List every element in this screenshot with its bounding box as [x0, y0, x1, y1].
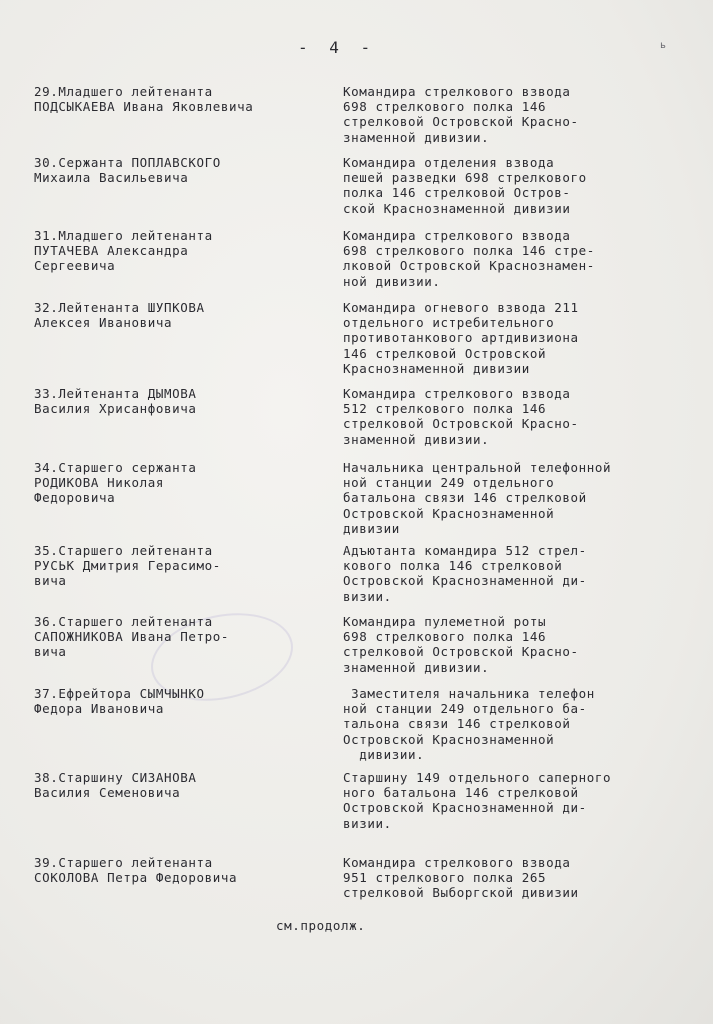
person-name-line: Михаила Васильевича — [34, 170, 189, 186]
position-line: знаменной дивизии. — [343, 659, 490, 675]
position-line: стрелковой Островской Красно- — [343, 644, 579, 660]
person-name-line: Федора Ивановича — [34, 701, 165, 717]
person-name-line: Алексея Ивановича — [34, 315, 173, 331]
position-description — [343, 84, 673, 145]
position-line: Командира огневого взвода 211 — [343, 300, 579, 315]
position-line: Островской Краснознаменной ди- — [343, 573, 587, 589]
person-name-line: 29.Младшего лейтенанта — [34, 84, 213, 99]
position-line: лковой Островской Краснознамен- — [343, 258, 595, 274]
position-line: Командира отделения взвода — [343, 155, 555, 170]
position-line: знаменной дивизии. — [343, 129, 490, 145]
position-line: Командира пулеметной роты — [343, 614, 547, 629]
position-line: Островской Краснознаменной — [343, 731, 555, 747]
position-line: ной станции 249 отдельного — [343, 475, 555, 491]
position-line: ной дивизии. — [343, 273, 441, 289]
person-name — [34, 84, 304, 114]
person-name — [34, 228, 304, 274]
position-description — [343, 228, 673, 289]
person-name-line: 31.Младшего лейтенанта — [34, 228, 213, 243]
person-name-line: РОДИКОВА Николая — [34, 475, 165, 491]
person-name-line: 32.Лейтенанта ШУПКОВА — [34, 300, 205, 315]
person-name-line: 39.Старшего лейтенанта — [34, 855, 213, 870]
position-line: пешей разведки 698 стрелкового — [343, 170, 587, 186]
person-name — [34, 614, 304, 660]
position-description — [343, 614, 673, 675]
position-line: батальона связи 146 стрелковой — [343, 490, 587, 506]
position-line: дивизии — [343, 520, 400, 536]
position-description — [343, 543, 673, 604]
person-name — [34, 686, 304, 716]
position-description — [343, 770, 673, 831]
position-line: Краснознаменной дивизии — [343, 360, 530, 376]
position-line: ной станции 249 отдельного ба- — [343, 701, 587, 717]
position-line: Командира стрелкового взвода — [343, 855, 571, 870]
position-line: 698 стрелкового полка 146 — [343, 629, 547, 645]
page-number: - 4 - — [298, 38, 377, 57]
position-line: дивизии. — [343, 746, 425, 762]
person-name — [34, 543, 304, 589]
position-line: Островской Краснознаменной ди- — [343, 800, 587, 816]
position-line: кового полка 146 стрелковой — [343, 558, 563, 574]
position-line: Адъютанта командира 512 стрел- — [343, 543, 587, 558]
position-line: Командира стрелкового взвода — [343, 386, 571, 401]
position-line: 512 стрелкового полка 146 — [343, 401, 547, 417]
person-name — [34, 460, 304, 506]
person-name-line: Василия Семеновича — [34, 785, 181, 801]
corner-mark: ь — [660, 40, 667, 51]
position-description — [343, 460, 673, 536]
position-line: Заместителя начальника телефон — [343, 686, 595, 701]
position-description — [343, 855, 673, 901]
position-line: отдельного истребительного — [343, 315, 555, 331]
person-name-line: 33.Лейтенанта ДЫМОВА — [34, 386, 197, 401]
person-name-line: 36.Старшего лейтенанта — [34, 614, 213, 629]
person-name-line: Василия Хрисанфовича — [34, 401, 197, 417]
person-name-line: САПОЖНИКОВА Ивана Петро- — [34, 629, 230, 645]
position-line: 146 стрелковой Островской — [343, 345, 547, 361]
position-description — [343, 686, 673, 762]
person-name-line: 37.Ефрейтора СЫМЧЫНКО — [34, 686, 205, 701]
person-name-line: 30.Сержанта ПОПЛАВСКОГО — [34, 155, 221, 170]
continuation-note: см.продолж. — [276, 918, 366, 933]
position-line: Старшину 149 отдельного саперного — [343, 770, 612, 785]
person-name-line: 34.Старшего сержанта — [34, 460, 197, 475]
person-name — [34, 300, 304, 330]
person-name — [34, 770, 304, 800]
position-line: 951 стрелкового полка 265 — [343, 870, 547, 886]
person-name-line: Сергеевича — [34, 258, 116, 274]
position-line: ного батальона 146 стрелковой — [343, 785, 579, 801]
person-name-line: Федоровича — [34, 490, 116, 506]
position-line: Командира стрелкового взвода — [343, 228, 571, 243]
position-line: Островской Краснознаменной — [343, 505, 555, 521]
position-line: стрелковой Островской Красно- — [343, 114, 579, 130]
position-line: стрелковой Островской Красно- — [343, 416, 579, 432]
position-line: 698 стрелкового полка 146 — [343, 99, 547, 115]
position-line: визии. — [343, 588, 392, 604]
position-line: ской Краснознаменной дивизии — [343, 200, 571, 216]
position-line: стрелковой Выборгской дивизии — [343, 885, 579, 901]
position-line: Начальника центральной телефонной — [343, 460, 612, 475]
position-line: противотанкового артдивизиона — [343, 330, 579, 346]
position-line: знаменной дивизии. — [343, 431, 490, 447]
position-description — [343, 155, 673, 216]
position-description — [343, 300, 673, 376]
position-line: тальона связи 146 стрелковой — [343, 716, 571, 732]
position-description — [343, 386, 673, 447]
person-name-line: вича — [34, 573, 67, 589]
position-line: полка 146 стрелковой Остров- — [343, 185, 571, 201]
person-name — [34, 855, 304, 885]
position-line: 698 стрелкового полка 146 стре- — [343, 243, 595, 259]
person-name-line: РУСЬК Дмитрия Герасимо- — [34, 558, 221, 574]
person-name — [34, 386, 304, 416]
person-name-line: 38.Старшину СИЗАНОВА — [34, 770, 197, 785]
person-name — [34, 155, 304, 185]
person-name-line: СОКОЛОВА Петра Федоровича — [34, 870, 238, 886]
position-line: визии. — [343, 815, 392, 831]
position-line: Командира стрелкового взвода — [343, 84, 571, 99]
person-name-line: ПУТАЧЕВА Александра — [34, 243, 189, 259]
person-name-line: ПОДСЫКАЕВА Ивана Яковлевича — [34, 99, 254, 115]
person-name-line: 35.Старшего лейтенанта — [34, 543, 213, 558]
person-name-line: вича — [34, 644, 67, 660]
